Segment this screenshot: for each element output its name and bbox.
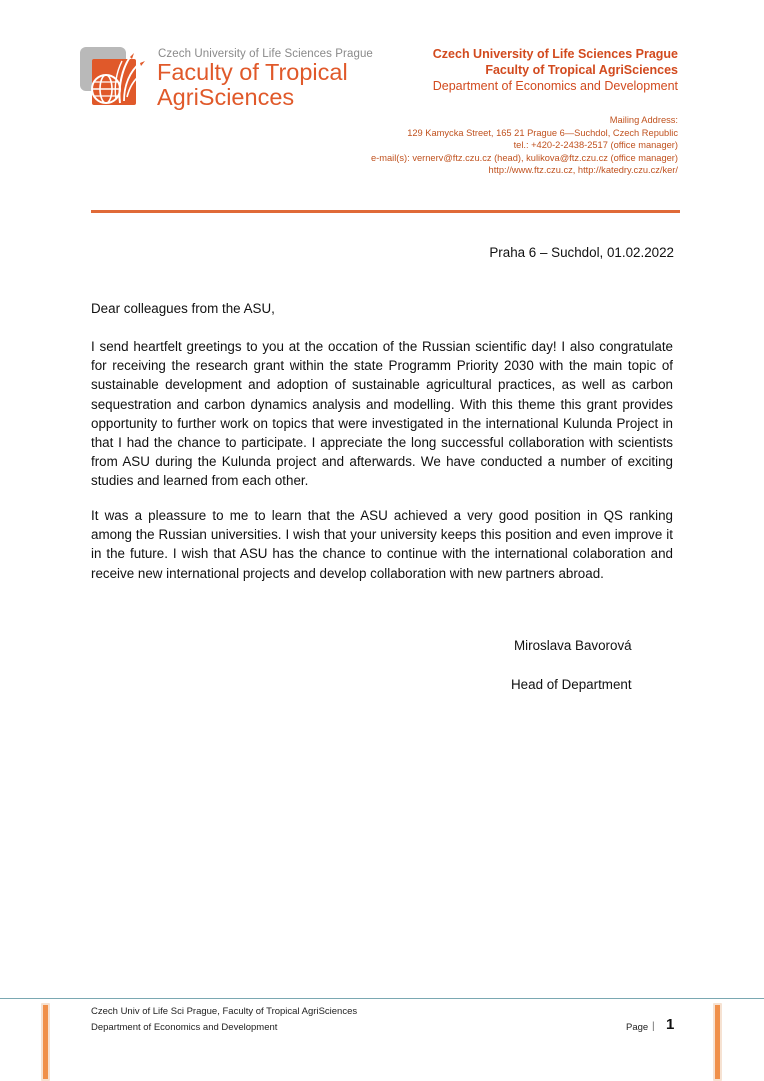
page-number: 1 (666, 1016, 675, 1033)
mailing-label: Mailing Address: (609, 115, 678, 125)
paragraph-1: I send heartfelt greetings to you at the occation of the Russian scientific day! I also congratulate for receiving the research grant within the state Programm Priority 2030 with the main topic of sustainable development and adoption of sustainable agricultural practices, as well as carbon sequestration and carbon dynamics analysis and modelling. With this theme this grant provides opportunity to further work on topics that were investigated in the international Kulunda Project in that I had the chance to participate. I appreciate the long successful collaboration with scientists from ASU during the Kulunda project and afterwards. We have conducted a number of exciting studies and learned from each other. (91, 339, 673, 489)
logo-faculty-line1: Faculty of Tropical (157, 59, 348, 85)
mailing-email: e-mail(s): vernerv@ftz.czu.cz (head), kulikova@ftz.czu.cz (office manager) (371, 152, 678, 163)
logo-faculty-line2: AgriSciences (157, 84, 295, 110)
header-faculty: Faculty of Tropical AgriSciences (485, 63, 678, 77)
salutation: Dear colleagues from the ASU, (91, 301, 275, 316)
header-department: Department of Economics and Development (432, 79, 678, 93)
footer-accent-bar-left (41, 1003, 50, 1081)
mailing-web: http://www.ftz.czu.cz, http://katedry.czu.cz/ker/ (488, 165, 678, 176)
footer-accent-bar-right (713, 1003, 722, 1081)
logo-university-name: Czech University of Life Sciences Prague (158, 48, 373, 60)
signature-title: Head of Department (511, 677, 632, 692)
mailing-phone: tel.: +420-2-2438-2517 (office manager) (513, 140, 678, 151)
header-university: Czech University of Life Sciences Prague (432, 47, 678, 61)
page-label: Page (626, 1022, 649, 1033)
footer-institution: Czech Univ of Life Sci Prague, Faculty of Tropical AgriSciences (91, 1006, 358, 1017)
institution-header (433, 46, 678, 94)
footer-divider (0, 998, 764, 999)
paragraph-2: It was a pleassure to me to learn that the ASU achieved a very good position in QS ranking among the Russian universities. I wish that your university keeps this position and even improve it in the future. I wish that ASU has the chance to continue with the international colaboration and receive new international projects and develop collaboration with new partners abroad. (91, 508, 673, 581)
page-separator: | (652, 1021, 655, 1032)
mailing-address-block (371, 114, 678, 177)
faculty-logo-icon (80, 47, 146, 109)
logo-faculty-name (157, 60, 348, 110)
signature-name: Miroslava Bavorová (514, 638, 632, 653)
header-divider (91, 210, 680, 213)
mailing-street: 129 Kamycka Street, 165 21 Prague 6—Suchdol, Czech Republic (407, 127, 678, 138)
place-date: Praha 6 – Suchdol, 01.02.2022 (489, 245, 674, 260)
footer-department: Department of Economics and Development (91, 1022, 278, 1033)
